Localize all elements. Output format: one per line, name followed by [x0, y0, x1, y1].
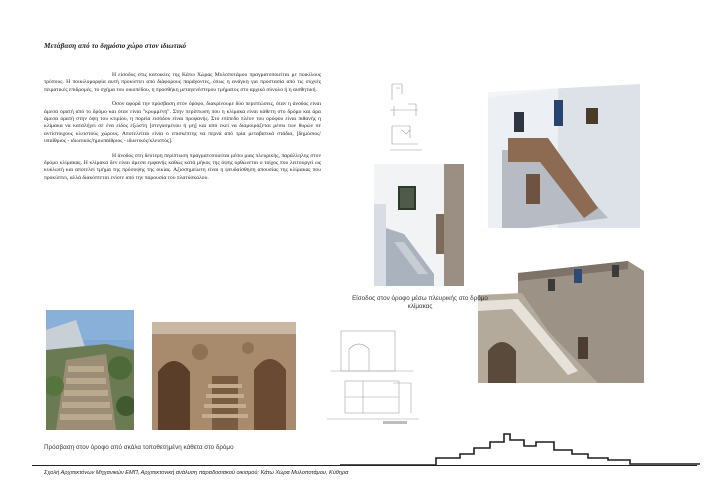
paragraph-3: Η άνοδος στη δεύτερη περίπτωση πραγματοποιείται μέσω μιας πλευρικής, παράλληλης στον δρόμο κλίμακας. Η κλίμακα δεν είναι άμεσα εμφανής καθώς κατά μήκος της όψης ορθώνεται ο τοίχος που λειτουργεί ως κυκλωτή και αποτελεί τμήμα της πρόσοψης της οικίας. Αξιοσημείωτη είναι η ψευδαίσθηση απουσίας της κλίμακας που προκύπτει, αλλά διακόπτεται ενίοτε από την παρουσία του πλατύσκαλου.: [44, 152, 321, 181]
sketch-drawing-2: [323, 323, 423, 431]
settlement-skyline-outline-icon: [340, 430, 700, 466]
elevation-sketch-top: [388, 80, 438, 158]
page-title: Μετάβαση από το δημόσιο χώρο στον ιδιωτικό: [44, 42, 187, 50]
paragraph-1: Η είσοδος στις κατοικίες της Κάτω Χώρας Μυλοποτάμου πραγματοποιείται με ποικίλους τρόπους. Η ποικιλομορφία αυτή προκύπτει από διάφορους παράγοντες, όπως η ανάγκη για προστασία από τις συχνές πειρατικές επιδρομές, το σχήμα του οικοπέδου, η προσθήκη μεταγενέστερου τμήματος στο αρχικό σύνολο ή η αισθητική.: [44, 72, 321, 93]
photo-stone-steps: [46, 310, 134, 430]
photo-stone-arches: [152, 322, 296, 430]
photo-side-staircase: [488, 78, 640, 228]
footer-credit: Σχολή Αρχιτεκτόνων Μηχανικών ΕΜΠ, Αρχιτεκτονική ανάλυση παραδοσιακού οικισμού: Κάτω Χώρα Μυλοποτάμου, Κύθηρα: [44, 470, 349, 476]
caption-side-staircase: Είσοδος στον όροφο μέσω πλευρικής στο δρόμο κλίμακας: [352, 295, 488, 310]
elevation-sketch-bottom: [323, 323, 423, 431]
photo-stone-house: [478, 261, 644, 383]
paragraph-2: Όσον αφορά την πρόσβαση στον όροφο, διακρίνουμε δύο περιπτώσεις, όταν η άνοδος είναι άμεσα ορατή από το δρόμο και όταν είναι "κρυμμένη". Στην περίπτωση που η κλίμακα είναι κάθετη στο δρόμο και άρα άμεσα ορατή στην όψη του κτιρίου, η πορεία εισόδου είναι προφανής. Στο επίπεδο πλέον του ορόφου είναι πιθανής η κλίμακα να καταλήγει σε ένα είδος εξώστη [στεγασμένου ή μη] και από εκεί να διαμοιράζεται μέσω των θυρών σε αντίστοιχους κλειστούς χώρους. Αποτελείται είναι ο επισκέπτης να περνά από τρία μεταβατικά στάδια, [δημόσιος/υπαίθριος - ιδιωτικός/ημιυπαίθριος - ιδιωτικός/κλειστός].: [44, 101, 321, 145]
footer-divider: [32, 465, 697, 466]
photo-courtyard-stair: [374, 164, 464, 286]
caption-perpendicular-staircase: Πρόσβαση στον όροφο από σκάλα τοποθετημένη κάθετα στο δρόμο: [44, 444, 234, 451]
sketch-drawing: [388, 80, 438, 158]
body-text: [44, 72, 321, 189]
